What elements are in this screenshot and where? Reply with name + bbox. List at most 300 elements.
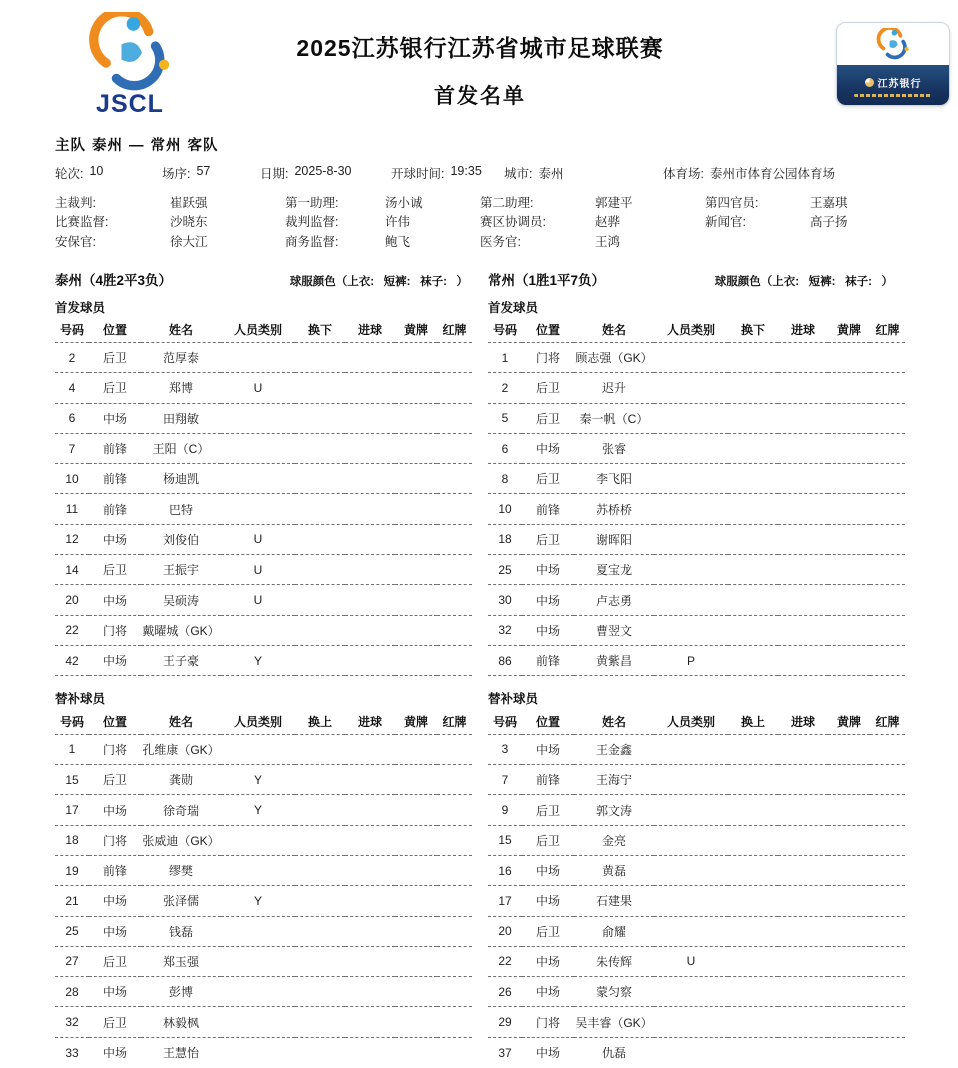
- info-value: 泰州市体育公园体育场: [709, 167, 835, 181]
- cell-sub: [295, 555, 345, 585]
- cell-position: 后卫: [102, 954, 127, 969]
- cell-goals: [345, 855, 395, 885]
- cell-sub: [728, 1037, 778, 1067]
- cell-yellow: [395, 615, 437, 645]
- column-header: 人员类别: [221, 709, 295, 734]
- cell-sub: [728, 403, 778, 433]
- column-header: 姓名: [141, 709, 221, 734]
- cell-position: 中场: [535, 563, 560, 578]
- cell-yellow: [828, 615, 870, 645]
- subs-heading: 替补球员: [488, 692, 539, 707]
- cell-goals: [345, 524, 395, 554]
- cell-number: 4: [68, 380, 76, 395]
- cell-goals: [345, 494, 395, 524]
- column-header: 位置: [89, 709, 141, 734]
- table-row: [55, 946, 472, 976]
- cell-name: 蒙匀察: [595, 985, 632, 1000]
- cell-name: 郭文涛: [595, 803, 632, 818]
- cell-number: 6: [501, 441, 509, 456]
- cell-yellow: [395, 403, 437, 433]
- team-name-record: 常州（1胜1平7负）: [488, 272, 606, 288]
- cell-number: 15: [498, 833, 512, 848]
- info-label: 场序:: [162, 167, 191, 181]
- cell-position: 前锋: [535, 654, 560, 669]
- cell-name: 石建果: [595, 894, 632, 909]
- cell-goals: [345, 1037, 395, 1067]
- cell-category: [221, 343, 295, 373]
- table-row: [55, 343, 472, 373]
- column-header: 黄牌: [828, 318, 870, 343]
- column-header: 红牌: [870, 318, 905, 343]
- cell-red: [870, 403, 905, 433]
- cell-goals: [345, 585, 395, 615]
- table-row: [55, 373, 472, 403]
- cell-red: [870, 645, 905, 675]
- column-header: 黄牌: [395, 318, 437, 343]
- cell-name: 杨迪凯: [162, 472, 199, 487]
- table-row: [488, 464, 905, 494]
- cell-name: 吴硕涛: [162, 593, 199, 608]
- official-label: 赛区协调员:: [480, 215, 546, 230]
- cell-yellow: [828, 343, 870, 373]
- cell-goals: [778, 734, 828, 764]
- home-team-label: 主队: [55, 138, 86, 154]
- official-value: 崔跃强: [170, 195, 208, 210]
- cell-category: U: [686, 954, 696, 969]
- official-item: [55, 193, 285, 211]
- cell-yellow: [395, 795, 437, 825]
- sponsor-bank-area: [837, 65, 949, 106]
- cell-number: 1: [68, 742, 76, 757]
- cell-red: [437, 555, 472, 585]
- table-row: [55, 1007, 472, 1037]
- cell-goals: [778, 615, 828, 645]
- column-header: 进球: [345, 318, 395, 343]
- official-value: 赵骅: [595, 215, 621, 230]
- cell-sub: [295, 433, 345, 463]
- info-item: [55, 164, 162, 182]
- column-header: 姓名: [574, 709, 654, 734]
- cell-sub: [295, 977, 345, 1007]
- cell-goals: [345, 795, 395, 825]
- cell-red: [870, 494, 905, 524]
- cell-yellow: [828, 403, 870, 433]
- cell-sub: [295, 916, 345, 946]
- team-head: [55, 269, 480, 291]
- cell-red: [437, 1007, 472, 1037]
- cell-sub: [728, 916, 778, 946]
- cell-category: [221, 734, 295, 764]
- cell-name: 王阳（C）: [152, 442, 210, 457]
- cell-sub: [728, 795, 778, 825]
- cell-yellow: [395, 645, 437, 675]
- cell-yellow: [395, 734, 437, 764]
- table-row: [55, 855, 472, 885]
- cell-position: 后卫: [102, 773, 127, 788]
- column-header: 人员类别: [654, 318, 728, 343]
- cell-number: 32: [498, 623, 512, 638]
- column-header: 换下: [295, 318, 345, 343]
- cell-red: [437, 373, 472, 403]
- column-header: 换下: [728, 318, 778, 343]
- cell-red: [437, 343, 472, 373]
- cell-name: 金亮: [601, 833, 626, 848]
- cell-red: [870, 946, 905, 976]
- cell-name: 刘俊伯: [162, 532, 199, 547]
- cell-name: 彭博: [168, 985, 193, 1000]
- cell-yellow: [395, 946, 437, 976]
- table-row: [55, 433, 472, 463]
- table-row: [488, 524, 905, 554]
- cell-position: 中场: [102, 985, 127, 1000]
- info-value: 19:35: [450, 164, 482, 178]
- cell-name: 王慧怡: [162, 1046, 199, 1061]
- cell-name: 吴丰睿（GK）: [575, 1015, 653, 1030]
- cell-yellow: [828, 1007, 870, 1037]
- table-row: [55, 464, 472, 494]
- cell-goals: [345, 403, 395, 433]
- table-row: [488, 946, 905, 976]
- cell-sub: [728, 886, 778, 916]
- cell-goals: [345, 765, 395, 795]
- sponsor-emblem-icon: [876, 28, 910, 60]
- cell-red: [870, 765, 905, 795]
- cell-category: U: [253, 380, 263, 395]
- cell-number: 25: [498, 562, 512, 577]
- cell-category: [221, 855, 295, 885]
- cell-name: 王子豪: [162, 654, 199, 669]
- info-value: 泰州: [538, 167, 564, 181]
- cell-red: [437, 886, 472, 916]
- cell-yellow: [395, 555, 437, 585]
- cell-name: 郑博: [168, 381, 193, 396]
- cell-sub: [728, 1007, 778, 1037]
- cell-red: [437, 916, 472, 946]
- cell-name: 田翔敏: [162, 411, 199, 426]
- column-header-row: [55, 709, 472, 734]
- cell-goals: [778, 433, 828, 463]
- cell-yellow: [395, 494, 437, 524]
- badge-decor-strip: [854, 94, 932, 97]
- cell-goals: [345, 1007, 395, 1037]
- cell-number: 19: [65, 863, 79, 878]
- cell-sub: [295, 585, 345, 615]
- cell-number: 17: [498, 893, 512, 908]
- cell-number: 1: [501, 350, 509, 365]
- cell-name: 李飞阳: [595, 472, 632, 487]
- cell-red: [870, 1037, 905, 1067]
- cell-position: 前锋: [102, 472, 127, 487]
- match-teams-line: [55, 134, 905, 155]
- cell-yellow: [828, 734, 870, 764]
- cell-position: 中场: [535, 985, 560, 1000]
- table-row: [488, 765, 905, 795]
- cell-name: 王海宁: [595, 773, 632, 788]
- cell-number: 37: [498, 1045, 512, 1060]
- cell-sub: [728, 946, 778, 976]
- column-header-row: [55, 318, 472, 343]
- cell-name: 谢晖阳: [595, 532, 632, 547]
- cell-category: [221, 1007, 295, 1037]
- info-label: 轮次:: [55, 167, 84, 181]
- cell-category: Y: [253, 653, 262, 668]
- cell-position: 中场: [102, 1046, 127, 1061]
- kit-colors-label: 球服颜色（上衣: 短裤: 袜子: ）: [714, 275, 893, 288]
- cell-goals: [345, 615, 395, 645]
- official-item: [705, 212, 905, 230]
- cell-goals: [778, 343, 828, 373]
- cell-sub: [728, 433, 778, 463]
- teams-section: [55, 269, 905, 1068]
- table-row: [488, 886, 905, 916]
- cell-name: 黄磊: [601, 864, 626, 879]
- column-header: 位置: [522, 318, 574, 343]
- cell-position: 后卫: [535, 411, 560, 426]
- cell-yellow: [828, 765, 870, 795]
- cell-sub: [295, 765, 345, 795]
- cell-position: 中场: [102, 411, 127, 426]
- table-row: [488, 433, 905, 463]
- cell-position: 门将: [102, 833, 127, 848]
- cell-number: 6: [68, 411, 76, 426]
- info-item: [504, 164, 663, 182]
- cell-position: 中场: [535, 864, 560, 879]
- cell-goals: [778, 464, 828, 494]
- sponsor-badge: [836, 22, 950, 106]
- cell-red: [870, 825, 905, 855]
- vs-dash: —: [129, 138, 145, 154]
- table-row: [488, 403, 905, 433]
- cell-sub: [295, 494, 345, 524]
- cell-name: 郑玉强: [162, 954, 199, 969]
- cell-category: P: [686, 653, 695, 668]
- table-row: [55, 765, 472, 795]
- cell-category: [221, 946, 295, 976]
- table-row: [488, 645, 905, 675]
- starters-table: [488, 318, 905, 677]
- table-row: [488, 855, 905, 885]
- cell-goals: [345, 433, 395, 463]
- cell-name: 孔维康（GK）: [142, 742, 220, 757]
- cell-goals: [778, 977, 828, 1007]
- cell-category: [654, 555, 728, 585]
- info-item: [162, 164, 260, 182]
- column-header: 进球: [345, 709, 395, 734]
- cell-category: [654, 734, 728, 764]
- cell-goals: [778, 855, 828, 885]
- cell-category: [654, 886, 728, 916]
- cell-position: 中场: [535, 894, 560, 909]
- cell-goals: [345, 464, 395, 494]
- cell-red: [437, 825, 472, 855]
- cell-name: 徐奇瑞: [162, 803, 199, 818]
- cell-sub: [295, 795, 345, 825]
- official-item: [480, 212, 705, 230]
- cell-goals: [345, 373, 395, 403]
- cell-goals: [778, 1007, 828, 1037]
- starters-table: [55, 318, 472, 677]
- cell-number: 42: [65, 653, 79, 668]
- cell-goals: [778, 585, 828, 615]
- sponsor-bank-name: 江苏银行: [877, 79, 922, 90]
- official-label: 安保官:: [55, 234, 96, 249]
- cell-category: U: [253, 562, 263, 577]
- cell-sub: [295, 946, 345, 976]
- column-header: 红牌: [437, 709, 472, 734]
- table-row: [488, 734, 905, 764]
- cell-position: 中场: [535, 954, 560, 969]
- cell-name: 俞耀: [601, 924, 626, 939]
- cell-name: 曹翌文: [595, 623, 632, 638]
- cell-red: [437, 433, 472, 463]
- cell-goals: [778, 916, 828, 946]
- cell-sub: [295, 1037, 345, 1067]
- cell-number: 86: [498, 653, 512, 668]
- cell-category: [654, 855, 728, 885]
- cell-sub: [728, 464, 778, 494]
- cell-goals: [778, 795, 828, 825]
- cell-name: 苏桥桥: [595, 502, 632, 517]
- table-row: [55, 886, 472, 916]
- subs-table: [488, 709, 905, 1067]
- cell-red: [870, 795, 905, 825]
- cell-name: 范厚泰: [162, 351, 199, 366]
- cell-number: 7: [68, 441, 76, 456]
- cell-position: 后卫: [535, 381, 560, 396]
- cell-yellow: [828, 433, 870, 463]
- official-item: [480, 193, 705, 211]
- cell-category: [654, 433, 728, 463]
- info-item: [260, 164, 391, 182]
- cell-position: 后卫: [102, 351, 127, 366]
- cell-category: [654, 765, 728, 795]
- cell-goals: [778, 765, 828, 795]
- cell-sub: [295, 343, 345, 373]
- cell-name: 张睿: [601, 442, 626, 457]
- cell-position: 中场: [535, 593, 560, 608]
- cell-yellow: [395, 524, 437, 554]
- cell-number: 20: [65, 593, 79, 608]
- cell-sub: [728, 585, 778, 615]
- official-item: [55, 232, 285, 250]
- column-header: 号码: [55, 709, 89, 734]
- table-row: [488, 1037, 905, 1067]
- cell-category: Y: [253, 803, 262, 817]
- column-header: 姓名: [141, 318, 221, 343]
- info-label: 城市:: [504, 167, 533, 181]
- cell-name: 钱磊: [168, 924, 193, 939]
- cell-category: Y: [253, 893, 262, 908]
- cell-red: [870, 343, 905, 373]
- cell-yellow: [828, 916, 870, 946]
- cell-number: 22: [498, 954, 512, 969]
- cell-yellow: [828, 464, 870, 494]
- cell-number: 32: [65, 1015, 79, 1030]
- cell-category: [654, 1007, 728, 1037]
- cell-category: [221, 916, 295, 946]
- cell-position: 中场: [102, 894, 127, 909]
- cell-goals: [778, 555, 828, 585]
- cell-goals: [345, 343, 395, 373]
- cell-yellow: [395, 585, 437, 615]
- info-value: 57: [196, 164, 211, 178]
- cell-category: [221, 433, 295, 463]
- cell-position: 前锋: [102, 502, 127, 517]
- cell-sub: [295, 464, 345, 494]
- cell-sub: [728, 765, 778, 795]
- table-row: [488, 825, 905, 855]
- officials-row: [55, 231, 905, 251]
- cell-category: [654, 464, 728, 494]
- column-header: 进球: [778, 318, 828, 343]
- cell-yellow: [395, 433, 437, 463]
- cell-yellow: [828, 886, 870, 916]
- cell-position: 中场: [102, 924, 127, 939]
- cell-position: 后卫: [102, 563, 127, 578]
- cell-number: 10: [498, 502, 512, 517]
- cell-number: 15: [65, 772, 79, 787]
- cell-position: 门将: [535, 351, 560, 366]
- cell-number: 17: [65, 803, 79, 817]
- cell-sub: [295, 1007, 345, 1037]
- cell-red: [437, 1037, 472, 1067]
- official-value: 高子扬: [810, 215, 848, 230]
- cell-position: 后卫: [535, 924, 560, 939]
- cell-goals: [778, 1037, 828, 1067]
- cell-red: [437, 494, 472, 524]
- cell-name: 戴曜城（GK）: [142, 623, 220, 638]
- cell-category: [654, 403, 728, 433]
- cell-sub: [295, 645, 345, 675]
- cell-number: 27: [65, 954, 79, 969]
- cell-position: 中场: [535, 623, 560, 638]
- cell-goals: [345, 916, 395, 946]
- table-row: [488, 343, 905, 373]
- home-team-name: 泰州: [92, 138, 123, 154]
- cell-name: 卢志勇: [595, 593, 632, 608]
- column-header: 位置: [522, 709, 574, 734]
- cell-category: [221, 464, 295, 494]
- cell-yellow: [395, 373, 437, 403]
- table-row: [55, 585, 472, 615]
- cell-yellow: [395, 765, 437, 795]
- cell-sub: [728, 734, 778, 764]
- subs-table: [55, 709, 472, 1067]
- official-value: 沙晓东: [170, 215, 208, 230]
- cell-category: [654, 916, 728, 946]
- cell-category: U: [253, 593, 263, 608]
- cell-goals: [345, 977, 395, 1007]
- cell-category: [654, 795, 728, 825]
- cell-goals: [778, 403, 828, 433]
- table-row: [55, 977, 472, 1007]
- cell-red: [437, 615, 472, 645]
- cell-number: 9: [501, 803, 509, 817]
- cell-goals: [778, 373, 828, 403]
- cell-number: 30: [498, 593, 512, 608]
- cell-category: U: [253, 532, 263, 547]
- cell-number: 18: [65, 833, 79, 848]
- cell-number: 20: [498, 924, 512, 939]
- column-header: 换上: [295, 709, 345, 734]
- official-value: 王鸿: [595, 234, 621, 249]
- cell-sub: [728, 555, 778, 585]
- cell-name: 巴特: [168, 502, 193, 517]
- cell-position: 后卫: [535, 833, 560, 848]
- cell-name: 顾志强（GK）: [575, 351, 653, 366]
- cell-yellow: [395, 1037, 437, 1067]
- cell-yellow: [395, 1007, 437, 1037]
